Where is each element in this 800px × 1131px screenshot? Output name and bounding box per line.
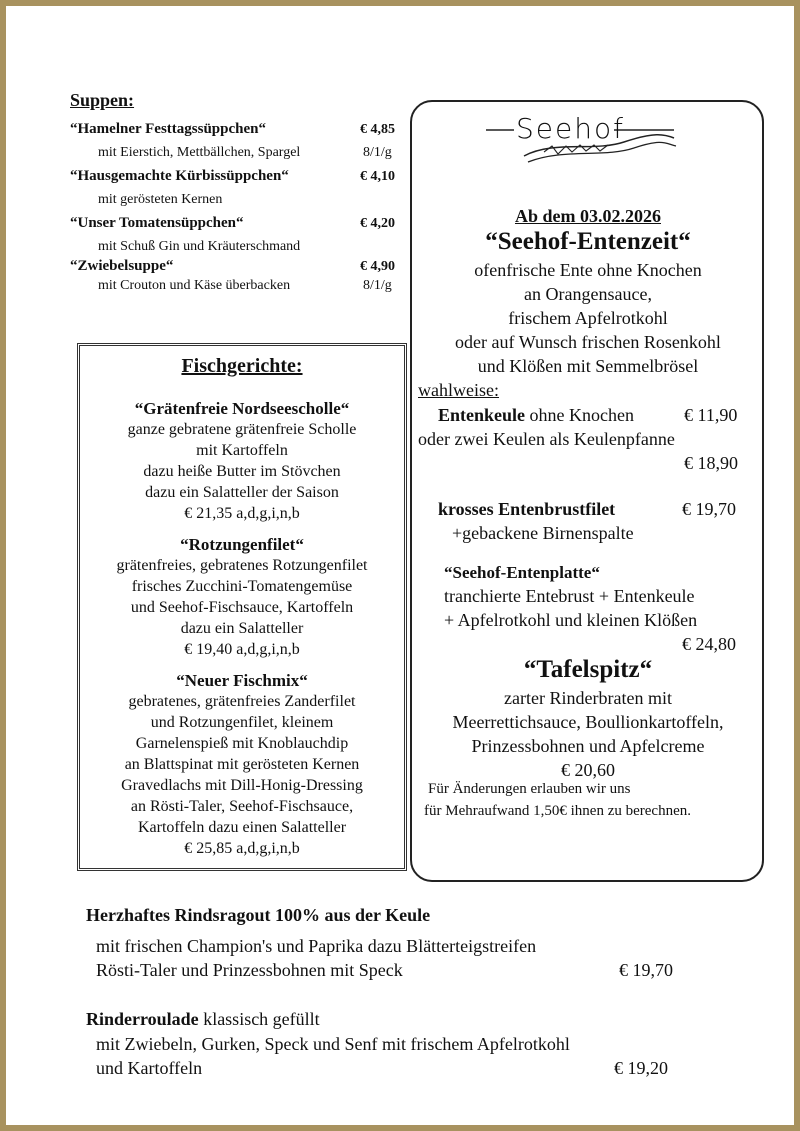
seehof-logo-text: Seehof [516,112,625,145]
platte-line: + Apfelrotkohl und kleinen Klößen [444,610,698,630]
soup-allergens: 8/1/g [363,278,392,293]
keule-price: € 11,90 [684,405,738,425]
soup-allergens: 8/1/g [363,145,392,160]
soup-desc: mit gerösteten Kernen [98,192,223,207]
platte-name: “Seehof-Entenplatte“ [444,563,600,582]
fish-dish-price: € 19,40 a,d,g,i,n,b [184,641,300,658]
fish-dish-line: gebratenes, grätenfreies Zanderfilet [128,693,356,710]
fish-dish-line: Garnelenspieß mit Knoblauchdip [135,735,349,752]
ragout-price: € 19,70 [619,960,673,980]
soup-desc: mit Crouton und Käse überbacken [98,278,291,293]
fish-dish-price: € 21,35 a,d,g,i,n,b [184,505,300,522]
fish-heading: Fischgerichte: [181,355,303,377]
keule-name: Entenkeule [438,405,526,425]
offer-date: Ab dem 03.02.2026 [514,206,661,226]
roulade-line: und Kartoffeln [96,1058,203,1078]
tafelspitz-line: Prinzessbohnen und Apfelcreme [471,736,705,756]
ragout-line: mit frischen Champion's und Paprika dazu Blätterteigstreifen [96,936,537,956]
intro-line: an Orangensauce, [524,284,652,304]
fish-dish-line: und Seehof-Fischsauce, Kartoffeln [130,599,354,616]
fish-dish-line: grätenfreies, gebratenes Rotzungenfilet [116,557,368,574]
brust-sub: +gebackene Birnenspalte [452,523,634,543]
intro-line: ofenfrische Ente ohne Knochen [474,260,702,280]
soup-name: “Zwiebelsuppe“ [70,258,174,274]
pfanne-price: € 18,90 [684,453,738,473]
fish-dish-line: Kartoffeln dazu einen Salatteller [137,819,347,836]
soup-name: “Hausgemachte Kürbissüppchen“ [70,168,289,184]
fish-dish-name: “Grätenfreie Nordseescholle“ [134,399,350,418]
soup-price: € 4,85 [360,122,395,137]
fish-dish-name: “Rotzungenfilet“ [180,535,304,554]
platte-price: € 24,80 [682,634,736,654]
surcharge-note: für Mehraufwand 1,50€ ihnen zu berechnen. [424,803,691,819]
brust-price: € 19,70 [682,499,736,519]
fish-box [77,343,407,871]
option-label: wahlweise: [418,380,499,400]
fish-dish-line: und Rotzungenfilet, kleinem [150,714,334,731]
roulade-line: mit Zwiebeln, Gurken, Speck und Senf mit frischem Apfelrotkohl [96,1034,570,1054]
fish-dish-line: an Blattspinat mit gerösteten Kernen [124,756,360,773]
fish-dish-line: dazu heiße Butter im Stövchen [143,463,341,480]
fish-dish-price: € 25,85 a,d,g,i,n,b [184,840,300,857]
soup-desc: mit Eierstich, Mettbällchen, Spargel [98,145,301,160]
roulade-price: € 19,20 [614,1058,668,1078]
ragout-title: Herzhaftes Rindsragout 100% aus der Keule [86,905,431,925]
fish-dish-line: ganze gebratene grätenfreie Scholle [127,421,357,438]
intro-line: oder auf Wunsch frischen Rosenkohl [455,332,721,352]
fish-dish-line: mit Kartoffeln [196,442,288,459]
fish-dish-name: “Neuer Fischmix“ [176,671,308,690]
intro-line: und Klößen mit Semmelbrösel [477,356,699,376]
tafelspitz-price: € 20,60 [561,760,615,780]
soup-price: € 4,90 [360,259,395,274]
soup-name: “Unser Tomatensüppchen“ [70,215,244,231]
brust-name: krosses Entenbrustfilet [438,499,616,519]
platte-line: tranchierte Entebrust + Entenkeule [444,586,695,606]
roulade-name: Rinderroulade [86,1009,199,1029]
tafelspitz-title: “Tafelspitz“ [523,656,653,683]
fish-dish-line: frisches Zucchini-Tomatengemüse [131,578,353,595]
soup-price: € 4,10 [360,169,395,184]
keule-line [438,403,634,427]
entenzeit-title: “Seehof-Entenzeit“ [485,228,691,255]
fish-dish-line: an Rösti-Taler, Seehof-Fischsauce, [130,798,354,815]
roulade-desc: klassisch gefüllt [198,1009,320,1029]
surcharge-note: Für Änderungen erlauben wir uns [428,781,631,797]
fish-dish-line: dazu ein Salatteller [180,620,304,637]
roulade-title [86,1007,320,1031]
fish-dish-line: Gravedlachs mit Dill-Honig-Dressing [121,777,363,794]
soup-name: “Hamelner Festtagssüppchen“ [70,121,266,137]
tafelspitz-line: zarter Rinderbraten mit [504,688,672,708]
seehof-logo [484,112,684,172]
soups-heading: Suppen: [70,90,135,110]
pfanne-line: oder zwei Keulen als Keulenpfanne [418,429,675,449]
intro-line: frischem Apfelrotkohl [508,308,668,328]
ragout-line: Rösti-Taler und Prinzessbohnen mit Speck [96,960,403,980]
soup-desc: mit Schuß Gin und Kräuterschmand [98,239,301,254]
tafelspitz-line: Meerrettichsauce, Boullionkartoffeln, [452,712,724,732]
keule-desc: ohne Knochen [525,405,634,425]
soup-price: € 4,20 [360,216,395,231]
fish-dish-line: dazu ein Salatteller der Saison [145,484,339,501]
